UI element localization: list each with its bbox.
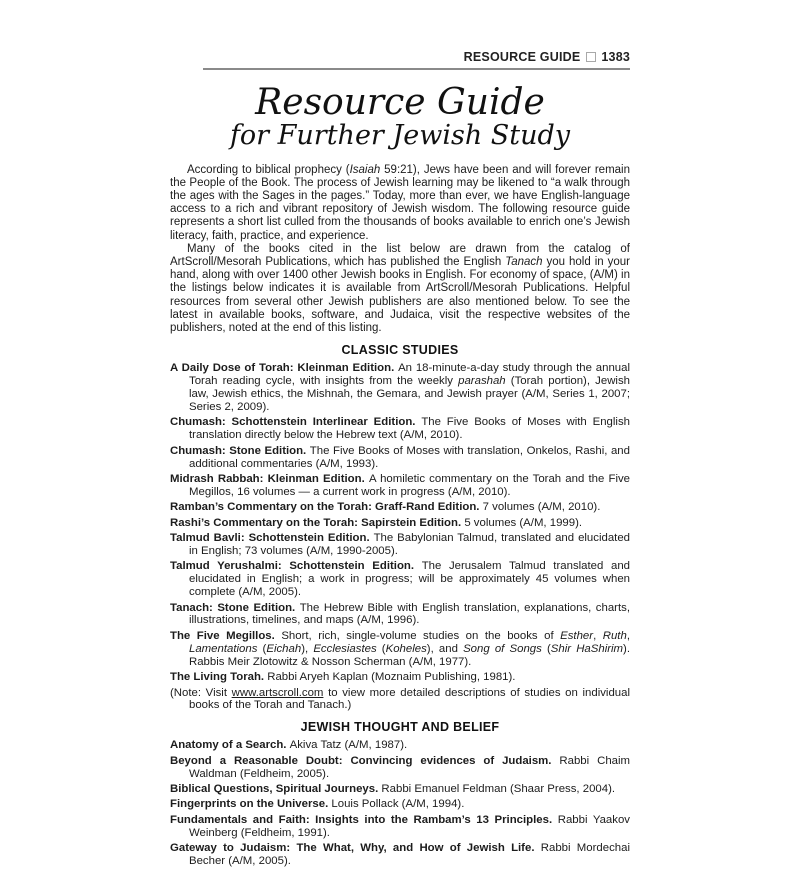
entry-title: Chumash: Schottenstein Interlinear Edition.	[170, 416, 422, 429]
entry-title: Rashi’s Commentary on the Torah: Sapirstein Edition.	[170, 516, 465, 529]
entry-title: Fundamentals and Faith: Insights into the Rambam’s 13 Principles.	[170, 813, 558, 826]
header-rule	[203, 68, 630, 70]
book-entry: Chumash: Stone Edition. The Five Books of Moses with translation, Onkelos, Rashi, and additional commentaries (A/M, 1993).	[170, 444, 630, 470]
entry-title: Beyond a Reasonable Doubt: Convincing evidences of Judaism.	[170, 754, 560, 767]
book-entry: The Five Megillos. Short, rich, single-volume studies on the books of Esther, Ruth, Lamentations (Eichah), Ecclesiastes (Koheles), and Song of Songs (Shir HaShirim). Rabbis Meir Zlotowitz & Nosson Scherman (A/M, 1977).	[170, 629, 631, 668]
book-page	[170, 0, 630, 870]
entry-title: A Daily Dose of Torah: Kleinman Edition.	[170, 362, 399, 375]
book-entry: Chumash: Schottenstein Interlinear Edition. The Five Books of Moses with English translation directly below the Hebrew text (A/M, 2010).	[170, 416, 630, 442]
entry-title: Biblical Questions, Spiritual Journeys.	[170, 783, 382, 796]
book-entry: Midrash Rabbah: Kleinman Edition. A homiletic commentary on the Torah and the Five Megillos, 16 volumes — a current work in progress (A/M, 2010).	[170, 472, 631, 498]
entry-title: Gateway to Judaism: The What, Why, and How of Jewish Life.	[170, 842, 541, 855]
entry-title: Talmud Bavli: Schottenstein Edition.	[170, 532, 374, 545]
running-head-title: RESOURCE GUIDE	[463, 50, 581, 64]
page-title-line1: Resource Guide	[255, 82, 545, 123]
book-entry: Talmud Yerushalmi: Schottenstein Edition. The Jerusalem Talmud translated and elucidated in English; a work in progress; will be approximately 45 volumes when complete (A/M, 2005).	[170, 560, 630, 599]
entry-title: Ramban’s Commentary on the Torah: Graff-Rand Edition.	[170, 501, 483, 514]
page-number: 1383	[601, 50, 630, 64]
book-entry: Fundamentals and Faith: Insights into the Rambam’s 13 Principles. Rabbi Yaakov Weinberg (Feldheim, 1991).	[170, 813, 630, 839]
book-entry: Talmud Bavli: Schottenstein Edition. The Babylonian Talmud, translated and elucidated in English; 73 volumes (A/M, 1990-2005).	[170, 532, 630, 557]
bibliography-sections	[170, 343, 630, 868]
section-heading: JEWISH THOUGHT AND BELIEF	[300, 720, 500, 735]
book-entry: Biblical Questions, Spiritual Journeys. Rabbi Emanuel Feldman (Shaar Press, 2004).	[170, 783, 616, 796]
entry-title: Anatomy of a Search.	[170, 739, 290, 752]
book-entry: Rashi’s Commentary on the Torah: Sapirstein Edition. 5 volumes (A/M, 1999).	[170, 516, 583, 529]
entry-title: The Living Torah.	[170, 671, 268, 684]
page-title-line2: for Further Jewish Study	[229, 120, 571, 152]
page-header	[170, 50, 630, 70]
book-entry: Beyond a Reasonable Doubt: Convincing evidences of Judaism. Rabbi Chaim Waldman (Feldheim, 2005).	[170, 754, 631, 780]
book-entry: Anatomy of a Search. Akiva Tatz (A/M, 1987).	[170, 739, 408, 752]
book-entry: Tanach: Stone Edition. The Hebrew Bible with English translation, explanations, charts, illustrations, timelines, and maps (A/M, 1996).	[170, 601, 630, 627]
book-entry: Fingerprints on the Universe. Louis Pollack (A/M, 1994).	[170, 798, 465, 811]
entry-title: Talmud Yerushalmi: Schottenstein Edition.	[170, 560, 422, 573]
intro-paragraphs	[170, 164, 630, 336]
entry-title: Tanach: Stone Edition.	[170, 601, 300, 614]
book-entry: Gateway to Judaism: The What, Why, and How of Jewish Life. Rabbi Mordechai Becher (A/M, 2005).	[170, 842, 630, 868]
open-square-icon	[586, 52, 596, 62]
running-head	[170, 50, 630, 64]
entry-title: Fingerprints on the Universe.	[170, 798, 332, 811]
book-entry: The Living Torah. Rabbi Aryeh Kaplan (Moznaim Publishing, 1981).	[170, 671, 516, 684]
intro-paragraph: According to biblical prophecy (Isaiah 59:21), Jews have been and will forever remain the People of the Book. The process of Jewish learning may be likened to “a walk through the ages with the Sages in the pages.” Today, more than ever, we have English-language access to a rich and vibrant repository of Jewish wisdom. The following resource guide represents a short list culled from the thousands of books available to enrich one’s Jewish literacy, faith, practice, and experience.	[170, 163, 630, 242]
entry-title: The Five Megillos.	[170, 629, 282, 642]
entry-title: Midrash Rabbah: Kleinman Edition.	[170, 472, 369, 485]
intro-paragraph: Many of the books cited in the list below are drawn from the catalog of ArtScroll/Mesorah Publications, which has published the English Tanach you hold in your hand, along with over 1400 other Jewish books in English. For economy of space, (A/M) in the listings below indicates it is available from ArtScroll/Mesorah Publications. Helpful resources from several other Jewish publishers are also mentioned below. To see the latest in available books, software, and Judaica, visit the respective websites of the publishers, noted at the end of this listing.	[170, 242, 630, 334]
section-heading: CLASSIC STUDIES	[341, 343, 459, 358]
note-entry: (Note: Visit www.artscroll.com to view more detailed descriptions of studies on individual books of the Torah and Tanach.)	[170, 686, 630, 712]
book-entry: A Daily Dose of Torah: Kleinman Edition. An 18-minute-a-day study through the annual Torah reading cycle, with insights from the weekly parashah (Torah portion), Jewish law, Jewish ethics, the Mishnah, the Gemara, and Jewish prayer (A/M, Series 1, 2007; Series 2, 2009).	[170, 362, 631, 413]
entry-title: Chumash: Stone Edition.	[170, 444, 310, 457]
book-entry: Ramban’s Commentary on the Torah: Graff-Rand Edition. 7 volumes (A/M, 2010).	[170, 501, 601, 514]
